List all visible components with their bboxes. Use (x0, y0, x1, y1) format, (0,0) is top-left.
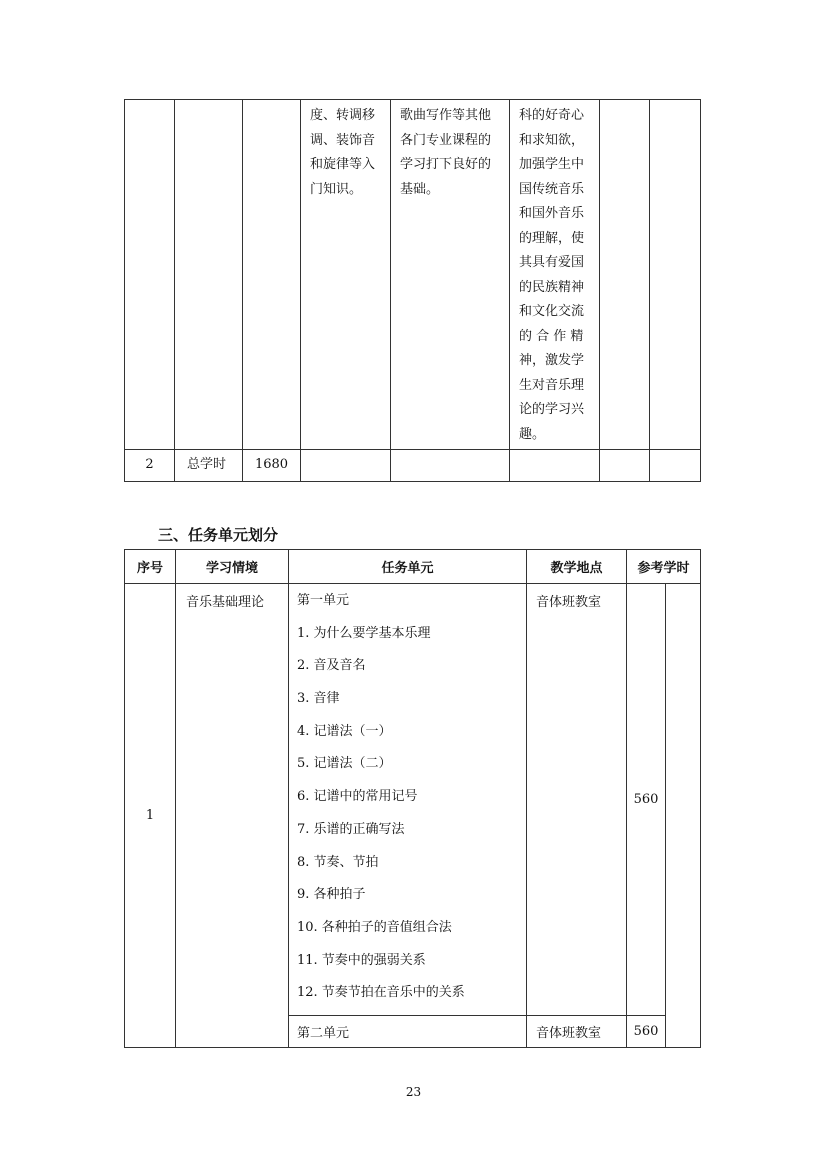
total-hours-value: 1680 (243, 450, 301, 482)
list-item: 1. 为什么要学基本乐理 (297, 625, 431, 641)
teaching-location: 音体班教室 (527, 584, 627, 1016)
unit-cell (289, 584, 527, 1016)
list-item: 9. 各种拍子 (297, 887, 366, 903)
row-seq: 2 (125, 450, 175, 482)
header-situation: 学习情境 (176, 550, 289, 584)
table-cell (301, 100, 391, 450)
total-hours-label: 总学时 (175, 450, 243, 482)
table-cell (510, 100, 600, 450)
table-header-row (125, 550, 701, 584)
reference-hours: 560 (627, 584, 666, 1016)
cell-text: 度、转调移 调、装饰音 和旋律等入 门知识。 (310, 108, 376, 197)
list-item: 3. 音律 (297, 691, 340, 707)
reference-hours: 560 (627, 1015, 666, 1047)
header-unit: 任务单元 (289, 550, 527, 584)
cell-text: 歌曲写作等其他 各门专业课程的 学习打下良好的 基础。 (400, 108, 492, 197)
teaching-location: 音体班教室 (527, 1015, 627, 1047)
unit-title: 第二单元 (289, 1015, 527, 1047)
list-item: 10. 各种拍子的音值组合法 (297, 919, 452, 935)
table-row (125, 100, 701, 450)
header-hours: 参考学时 (627, 550, 701, 584)
page-number: 23 (405, 1085, 422, 1099)
unit-list (289, 584, 526, 1015)
header-seq: 序号 (125, 550, 176, 584)
list-item: 11. 节奏中的强弱关系 (297, 952, 426, 968)
list-item: 4. 记谱法（一） (297, 723, 392, 739)
unit-title: 第一单元 (297, 593, 350, 608)
learning-situation: 音乐基础理论 (176, 584, 289, 1048)
list-item: 5. 记谱法（二） (297, 756, 392, 772)
list-item: 7. 乐谱的正确写法 (297, 821, 405, 837)
list-item: 6. 记谱中的常用记号 (297, 789, 418, 805)
section-heading: 三、任务单元划分 (158, 526, 279, 544)
cell-text: 科的好奇心 和求知欲， 加强学生中 国传统音乐 和国外音乐 的理解，使 其具有爱国 的民族精神 和文化交流 的 合 作 精 神，激发学 生对音乐理 论的学习兴 趣。 (519, 108, 585, 442)
row-seq: 1 (125, 584, 176, 1048)
table-row (125, 584, 701, 1016)
list-item: 8. 节奏、节拍 (297, 854, 379, 870)
header-location: 教学地点 (527, 550, 627, 584)
course-table-continuation (124, 99, 701, 482)
list-item: 12. 节奏节拍在音乐中的关系 (297, 985, 465, 1001)
list-item: 2. 音及音名 (297, 658, 366, 674)
total-hours-row (125, 450, 701, 482)
table-cell (391, 100, 510, 450)
task-unit-table (124, 549, 701, 1048)
